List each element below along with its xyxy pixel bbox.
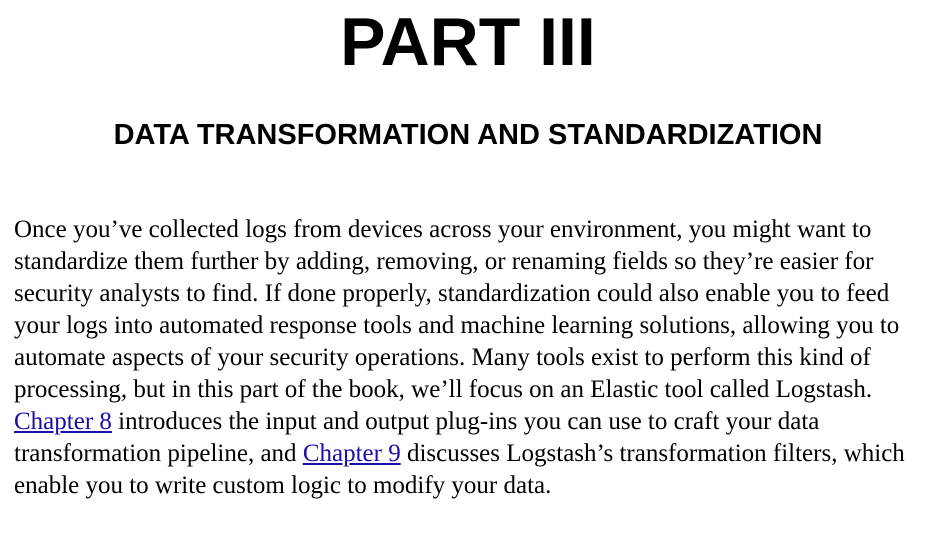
part-title: PART III bbox=[340, 4, 596, 80]
chapter-9-link[interactable]: Chapter 9 bbox=[302, 440, 401, 467]
chapter-8-link[interactable]: Chapter 8 bbox=[14, 408, 112, 435]
paragraph-text-2: introduces the input and output plug-ins you can use to craft your data transformation pipeline, and bbox=[14, 408, 820, 467]
paragraph-text-3: discusses Logstash’s transformation filters, which enable you to write custom logic to modify your data. bbox=[14, 440, 905, 499]
intro-paragraph bbox=[14, 214, 919, 502]
paragraph-text-1: Once you’ve collected logs from devices across your environment, you might want to standardize them further by adding, removing, or renaming fields so they’re easier for security analysts to find. If done properly, standardization could also enable you to feed your logs into automated response tools and machine learning solutions, allowing you to automate aspects of your security operations. Many tools exist to perform this kind of processing, but in this part of the book, we’ll focus on an Elastic tool called Logstash. bbox=[14, 216, 900, 403]
part-subtitle: DATA TRANSFORMATION AND STANDARDIZATION bbox=[113, 119, 823, 151]
